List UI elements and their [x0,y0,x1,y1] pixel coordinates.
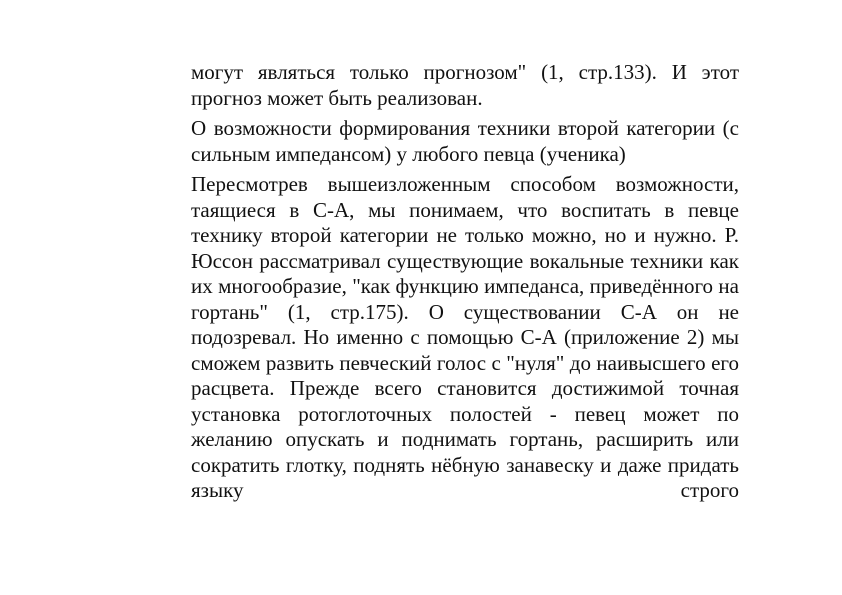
paragraph-main: Пересмотрев вышеизложенным способом возможности, таящиеся в С-А, мы понимаем, что воспитать в певце технику второй категории не только можно, но и нужно. Р. Юссон рассматривал существующие вокальные техники как их многообразие, "как функцию импеданса, приведённого на гортань" (1, стр.175). О существовании С-А он не подозревал. Но именно с помощью С-А (приложение 2) мы сможем развить певческий голос с "нуля" до наивысшего его расцвета. Прежде всего становится достижимой точная установка ротоглоточных полостей - певец может по желанию опускать и поднимать гортань, расширить или сократить глотку, поднять нёбную занавеску и даже придать языку строго [191,172,739,502]
paragraph-continuation: могут являться только прогнозом" (1, стр.133). И этот прогноз может быть реализован. [191,60,739,110]
section-heading: О возможности формирования техники второй категории (с сильным импедансом) у любого певца (ученика) [191,116,739,166]
document-body [191,60,739,509]
